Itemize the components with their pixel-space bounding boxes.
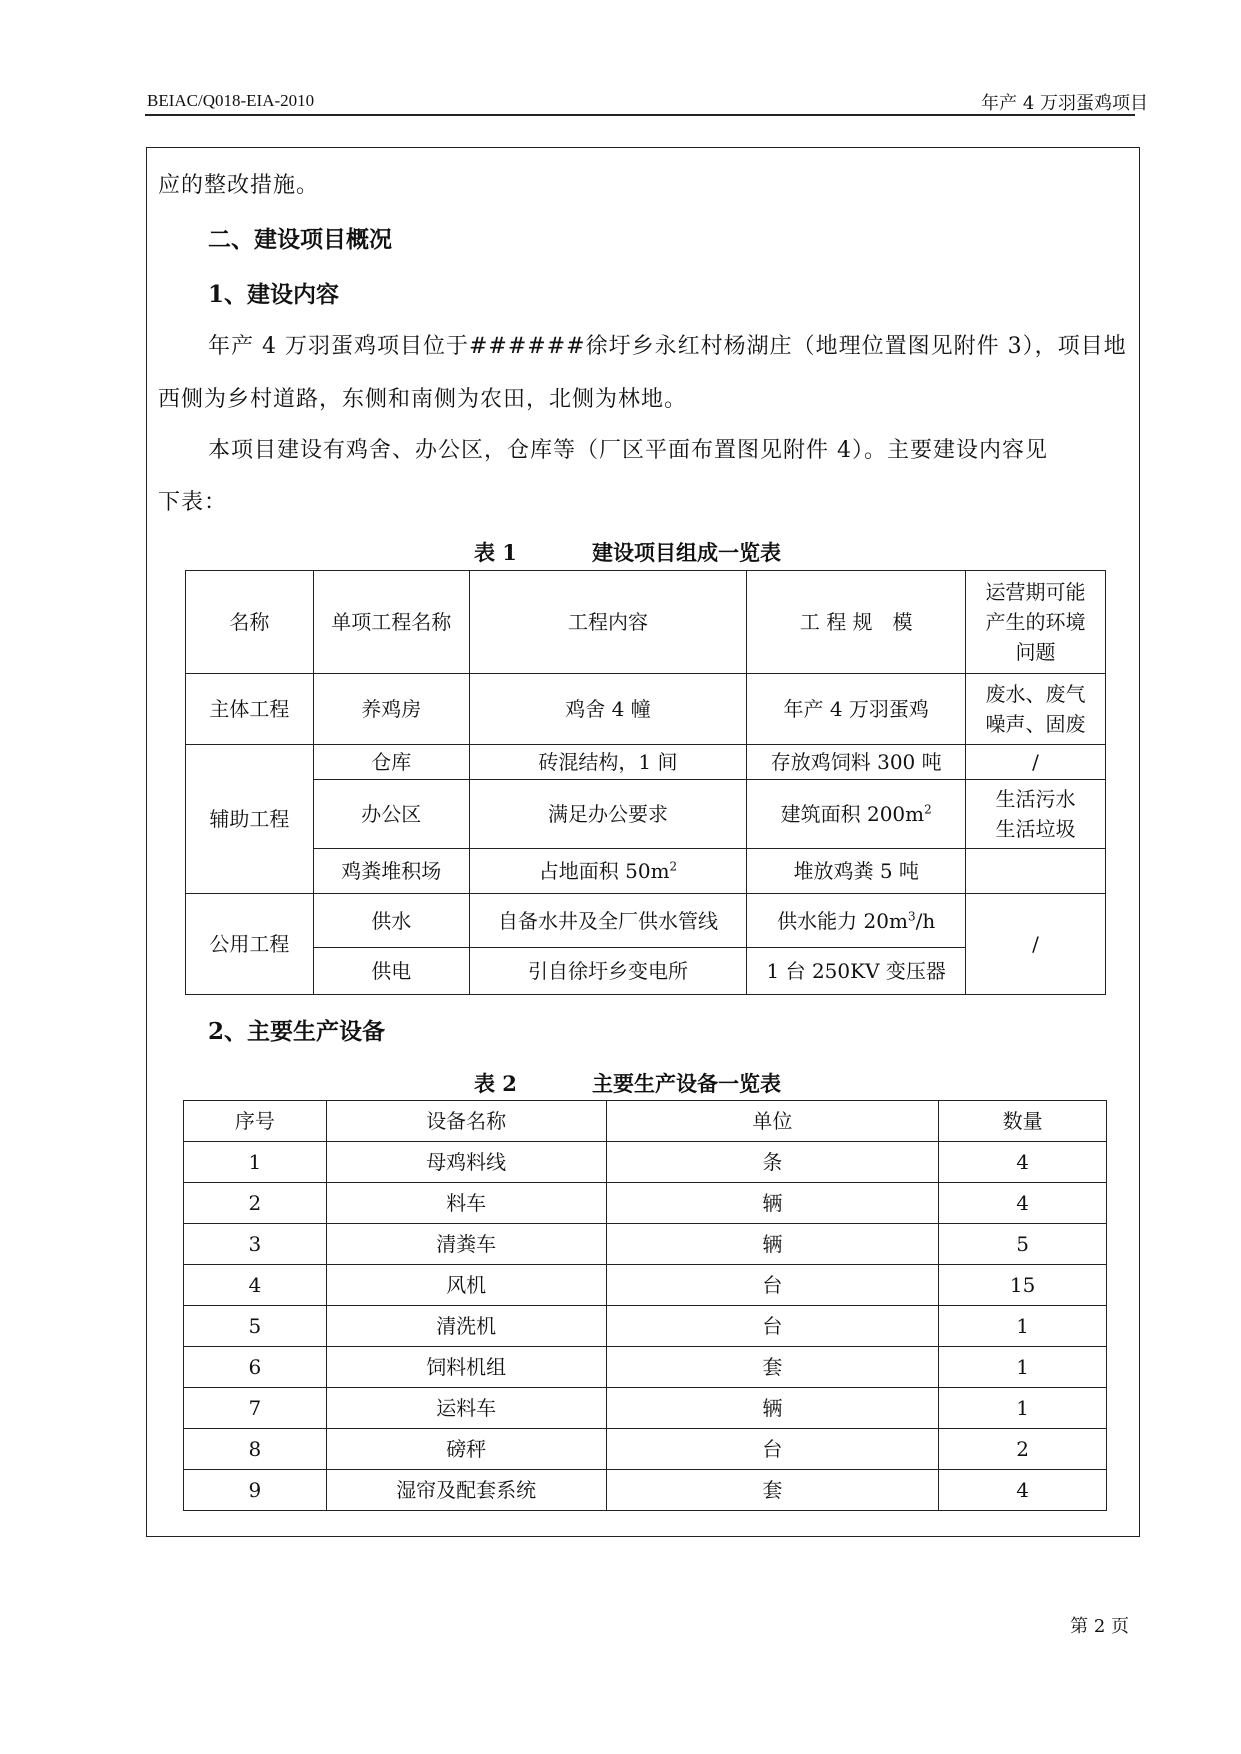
table-row: 7 运料车 辆 1 [184,1388,1107,1429]
table-2-header: 设备名称 [326,1101,606,1142]
table-row: 3 清粪车 辆 5 [184,1224,1107,1265]
table-1-header: 工程内容 [469,571,747,674]
table-1-cell: 辅助工程 [186,745,314,894]
table-1-cell: 公用工程 [186,894,314,995]
table-row: 9 湿帘及配套系统 套 4 [184,1470,1107,1511]
table-1-cell: 年产 4 万羽蛋鸡 [747,674,966,745]
table-1-cell: 建筑面积 $200m^2$ [747,780,966,849]
table-1-header: 运营期可能产生的环境问题 [966,571,1106,674]
table-1-cell: 养鸡房 [313,674,469,745]
table-1-header: 工 程 规 模 [747,571,966,674]
table-1-caption-number: 表 1 [474,540,517,565]
page-number: 第 2 页 [1070,1616,1129,1637]
table-1-cell: 供电 [313,948,469,995]
table-1-cell: 主体工程 [186,674,314,745]
table-1-cell: 废水、废气 噪声、固废 [966,674,1106,745]
table-1-cell: 砖混结构，1 间 [469,745,747,780]
paragraph-1-line-2: 西侧为乡村道路，东侧和南侧为农田，北侧为林地。 [158,387,688,412]
table-row: 4 风机 台 15 [184,1265,1107,1306]
table-row: 5 清洗机 台 1 [184,1306,1107,1347]
header-rule [145,114,1135,116]
paragraph-2-line-2: 下表： [158,490,228,515]
table-1-caption-title: 建设项目组成一览表 [592,540,781,565]
table-1-header: 名称 [186,571,314,674]
table-1-cell: 鸡粪堆积场 [313,849,469,894]
table-2-caption-title: 主要生产设备一览表 [592,1071,781,1096]
table-1-cell: 1 台 250KV 变压器 [747,948,966,995]
table-2-caption-number: 表 2 [474,1071,517,1096]
continued-line: 应的整改措施。 [158,173,320,198]
table-1-header: 单项工程名称 [313,571,469,674]
table-1-cell: 占地面积 $50m^2$ [469,849,747,894]
table-2-header: 序号 [184,1101,327,1142]
table-1-cell: / [966,745,1106,780]
table-1-cell: 存放鸡饲料 300 吨 [747,745,966,780]
table-1-cell [966,849,1106,894]
table-1-cell: 自备水井及全厂供水管线 [469,894,747,948]
paragraph-1-line-1: 年产 4 万羽蛋鸡项目位于######徐圩乡永红村杨湖庄（地理位置图见附件 3），项目地 [208,334,1127,359]
page-header-right: 年产 4 万羽蛋鸡项目 [981,93,1148,114]
table-1-cell: 生活污水 生活垃圾 [966,780,1106,849]
table-2-header: 单位 [606,1101,939,1142]
paragraph-2-line-1: 本项目建设有鸡舍、办公区，仓库等（厂区平面布置图见附件 4）。主要建设内容见 [208,438,1048,463]
table-1-cell: 满足办公要求 [469,780,747,849]
table-1-cell: / [966,894,1106,995]
table-1-cell: 供水 [313,894,469,948]
page-header-left: BEIAC/Q018-EIA-2010 [147,91,315,110]
subsection-1-title: 1、建设内容 [208,281,340,308]
table-2 [183,1100,1107,1511]
table-1-cell: 办公区 [313,780,469,849]
table-1 [185,570,1106,995]
table-row: 1 母鸡料线 条 4 [184,1142,1107,1183]
table-1-cell: 仓库 [313,745,469,780]
table-1-cell: 鸡舍 4 幢 [469,674,747,745]
table-1-cell: 堆放鸡粪 5 吨 [747,849,966,894]
subsection-2-title: 2、主要生产设备 [208,1018,386,1045]
table-row: 2 料车 辆 4 [184,1183,1107,1224]
table-row: 8 磅秤 台 2 [184,1429,1107,1470]
table-2-header: 数量 [939,1101,1107,1142]
table-1-cell: 引自徐圩乡变电所 [469,948,747,995]
table-1-cell: 供水能力 $20m^3/h$ [747,894,966,948]
table-row: 6 饲料机组 套 1 [184,1347,1107,1388]
section-title: 二、建设项目概况 [208,226,392,253]
